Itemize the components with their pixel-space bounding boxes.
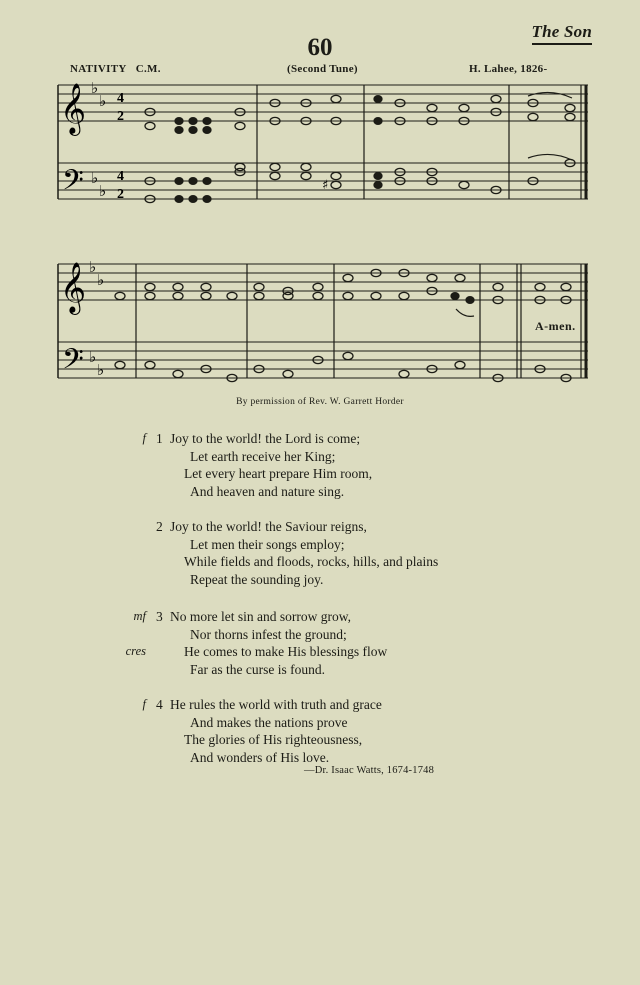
slur-icon — [456, 309, 474, 316]
section-title: The Son — [532, 22, 592, 45]
author-credit: —Dr. Isaac Watts, 1674-1748 — [304, 765, 435, 776]
stanza-3-line-4: Far as the curse is found. — [190, 661, 325, 677]
stanza-number: 1 — [156, 431, 163, 446]
dynamic-mark: f — [142, 697, 146, 711]
barlines-system-2 — [58, 264, 586, 378]
svg-text:2: 2 — [117, 187, 124, 202]
svg-text:♭: ♭ — [91, 169, 99, 187]
flat-signs-system-2 — [89, 258, 104, 379]
svg-text:♭: ♭ — [91, 80, 99, 97]
verse-line: No more let sin and sorrow grow, — [170, 609, 351, 624]
stanza-3-line-2: Nor thorns infest the ground; — [190, 626, 347, 642]
stanza-1-line-2: Let earth receive her King; — [190, 448, 336, 464]
stanza-1-line-4: And heaven and nature sing. — [190, 483, 345, 499]
bass-clef-icon: 𝄢 — [62, 164, 84, 204]
meter: C.M. — [135, 63, 161, 75]
stanza-1 — [142, 430, 373, 500]
tie-icon — [528, 92, 572, 98]
stanza-4-line-2: And makes the nations prove — [190, 714, 348, 730]
stanza-3 — [125, 608, 388, 678]
stanza-1-line-1 — [142, 430, 372, 448]
stanza-2-line-1 — [150, 518, 438, 536]
tie-icon — [528, 154, 572, 160]
svg-text:♭: ♭ — [97, 361, 105, 379]
dynamic-mark: f — [142, 431, 146, 445]
stanza-number: 4 — [156, 697, 163, 712]
stanza-4-line-4: And wonders of His love. — [190, 749, 330, 765]
tune-note: (Second Tune) — [287, 63, 358, 75]
stanza-4-line-3: The glories of His righteousness, — [184, 732, 363, 747]
stanza-2 — [150, 518, 438, 588]
verse-line: He rules the world with truth and grace — [170, 697, 382, 712]
permission-note: By permission of Rev. W. Garrett Horder — [236, 397, 404, 407]
dynamic-mark: mf — [133, 609, 146, 623]
svg-text:♭: ♭ — [99, 182, 107, 200]
svg-text:4: 4 — [117, 169, 124, 184]
stanza-3-line-3 — [125, 643, 388, 661]
dynamic-mark: cres — [125, 644, 146, 658]
flat-signs — [91, 80, 106, 200]
sharp-sign-icon: ♯ — [322, 178, 329, 193]
stanza-2-line-2: Let men their songs employ; — [190, 536, 345, 552]
stanza-4 — [142, 696, 382, 766]
svg-text:♭: ♭ — [99, 92, 107, 110]
stanza-3-line-1 — [133, 608, 387, 626]
tune-name — [70, 63, 161, 75]
svg-text:2: 2 — [117, 109, 124, 124]
treble-clef-icon: 𝄞 — [60, 83, 87, 134]
stanza-number: 2 — [156, 519, 163, 534]
amen-text: A-men. — [535, 319, 576, 333]
verse-line: Joy to the world! the Lord is come; — [170, 431, 361, 446]
svg-text:4: 4 — [117, 91, 124, 106]
bass-clef-icon: 𝄢 — [62, 343, 84, 383]
verse-line: He comes to make His blessings flow — [184, 644, 388, 659]
treble-clef-icon: 𝄞 — [60, 262, 87, 313]
tune-name-text: NATIVITY — [70, 63, 127, 75]
stanza-4-line-1 — [142, 696, 382, 714]
composer: H. Lahee, 1826- — [469, 63, 548, 75]
time-signature — [117, 91, 124, 202]
notes-system-1 — [145, 95, 575, 202]
svg-text:♭: ♭ — [89, 258, 97, 276]
svg-text:♭: ♭ — [97, 271, 105, 289]
stanza-1-line-3: Let every heart prepare Him room, — [184, 466, 373, 481]
stanza-2-line-3: While fields and floods, rocks, hills, and plains — [184, 554, 439, 569]
score-system-1 — [0, 80, 640, 215]
svg-text:♭: ♭ — [89, 348, 97, 366]
hymn-number: 60 — [307, 34, 333, 61]
notes-system-2 — [115, 269, 571, 381]
stanza-number: 3 — [156, 609, 163, 624]
verse-line: Joy to the world! the Saviour reigns, — [170, 519, 367, 534]
stanza-2-line-4: Repeat the sounding joy. — [190, 571, 324, 587]
